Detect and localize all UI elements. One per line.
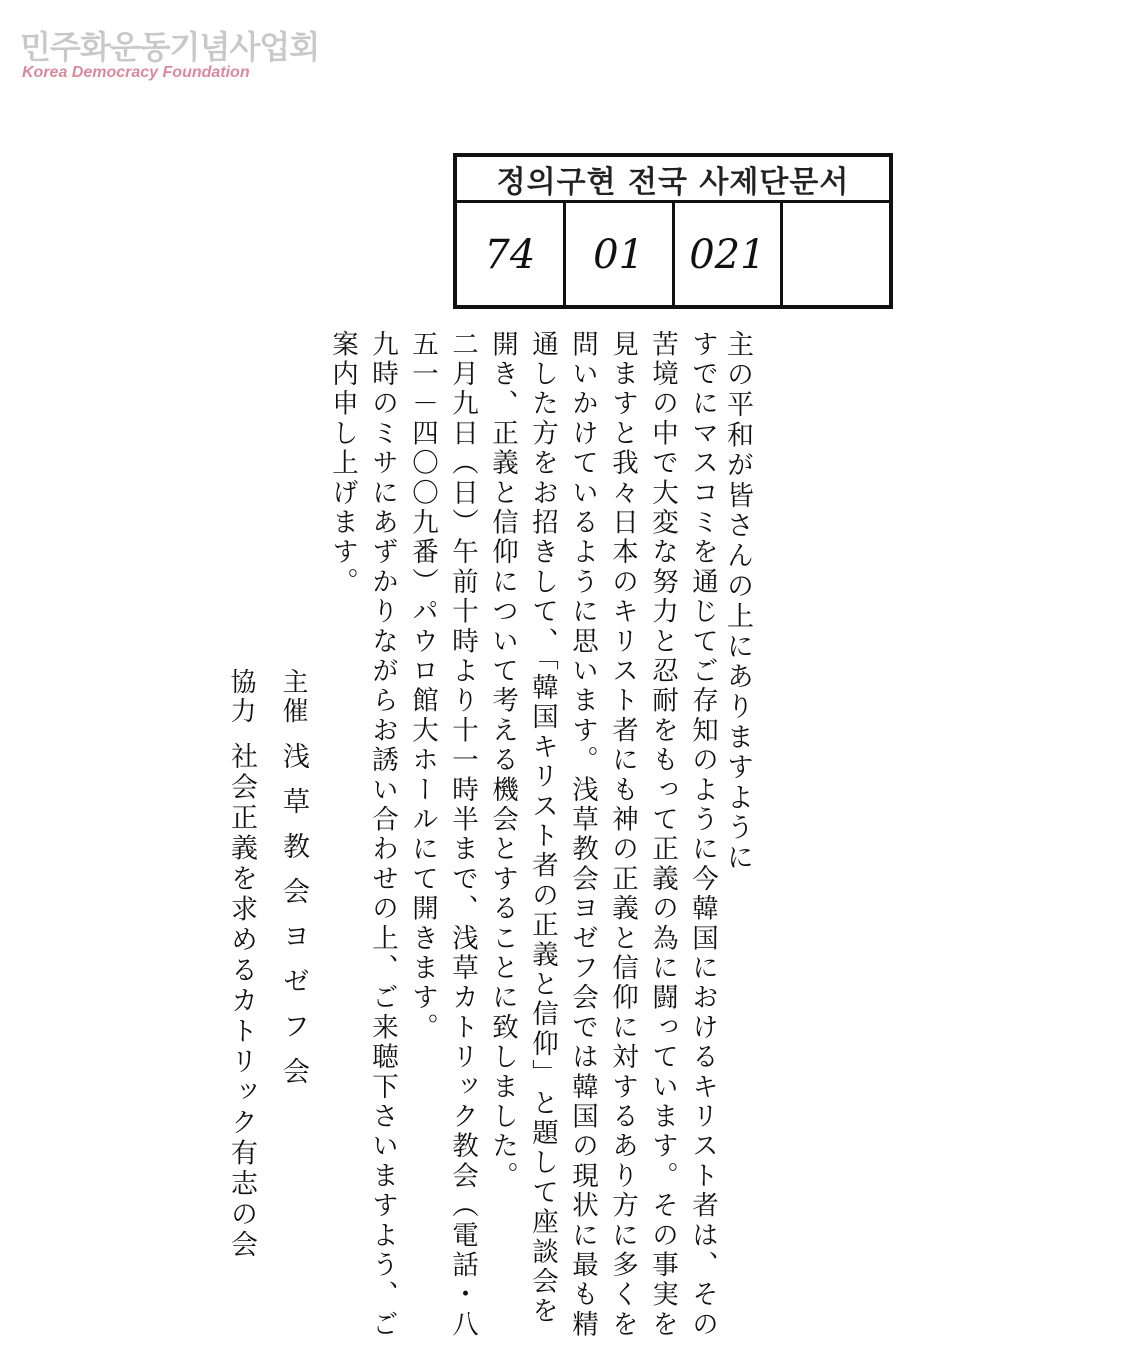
stamp-cell-empty (783, 203, 889, 307)
letter-line: 通した方をお招きして、「韓国キリスト者の正義と信仰」と題して座談会を (527, 330, 558, 1327)
letter-line: 開き、正義と信仰について考える機会とすることに致しました。 (487, 330, 518, 1192)
stamp-cells (457, 203, 889, 307)
stamp-cell-year: 74 (457, 203, 566, 307)
coop-label: 協力 (226, 668, 256, 727)
stamp-title: 정의구현 전국 사제단문서 (457, 157, 889, 203)
coop-name: 社会正義を求めるカトリック有志の会 (226, 742, 257, 1261)
logo-english: Korea Democracy Foundation (22, 64, 250, 81)
host-name: 浅草教会ヨゼフ会 (278, 742, 309, 1102)
logo-korean: 민주화운동기념사업회 (20, 28, 320, 66)
letter-line: 案内申し上げます。 (327, 330, 358, 598)
host-label: 主催 (278, 668, 308, 727)
letter-line: 苦境の中で大変な努力と忍耐をもって正義の為に闘っています。その事実を (647, 330, 678, 1340)
letter-body (322, 330, 722, 1340)
letter-line: すでにマスコミを通じてご存知のように今韓国におけるキリスト者は、その (687, 330, 718, 1340)
stamp-cell-month: 01 (566, 203, 675, 307)
letter-greeting: 主の平和が皆さんの上にありますように (722, 330, 753, 874)
letter-line: 見ますと我々日本のキリスト者にも神の正義と信仰に対するあり方に多くを (607, 330, 638, 1340)
stamp-cell-number: 021 (675, 203, 784, 307)
letter-line: 問いかけているように思います。浅草教会ヨゼフ会では韓国の現状に最も精 (567, 330, 598, 1340)
letter-line: 九時のミサにあずかりながらお誘い合わせの上、ご来聴下さいますよう、ご (367, 330, 398, 1340)
archive-stamp (453, 153, 893, 309)
letter-line: 五一－四〇〇九番）パウロ館大ホールにて開きます。 (407, 330, 438, 1043)
letter-line: 二月九日（日）午前十時より十一時半まで、浅草カトリック教会（電話・八 (447, 330, 478, 1340)
